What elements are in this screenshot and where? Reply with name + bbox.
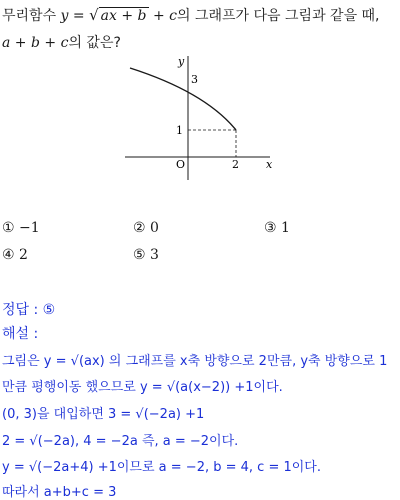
solution-line-1: 그림은 y = √(ax) 의 그래프를 x축 방향으로 2만큼, y축 방향으로 1 (2, 354, 388, 369)
solution-line-3: (0, 3)을 대입하면 3 = √(−2a) +1 (2, 407, 205, 422)
solution-line-4: 2 = √(−2a), 4 = −2a 즉, a = −2이다. (2, 434, 239, 449)
sqrt-expression: √ ax + b (89, 6, 147, 24)
tick-label-2: 2 (232, 158, 239, 171)
explanation-header: 해설 : (2, 326, 39, 342)
question-line-2: a + b + c의 값은? (2, 35, 121, 51)
y-axis-label: y (178, 55, 185, 68)
choice-4[interactable]: ④ 2 (2, 247, 28, 263)
choice-5[interactable]: ⑤ 3 (133, 247, 159, 263)
y-intercept-label: 3 (191, 73, 198, 86)
var-c: c (169, 8, 177, 24)
answer-line: 정답 : ⑤ (2, 302, 56, 318)
choice-3[interactable]: ③ 1 (264, 220, 290, 236)
question-prefix: 무리함수 (2, 8, 61, 24)
choice-2[interactable]: ② 0 (133, 220, 159, 236)
curve (130, 68, 236, 130)
choice-1[interactable]: ① −1 (2, 220, 40, 236)
x-axis-label: x (266, 158, 273, 171)
equation-y: y (60, 8, 69, 24)
plus-c: + (148, 8, 170, 24)
tick-label-1: 1 (176, 124, 183, 137)
sum-expression: a (2, 35, 11, 51)
question-suffix: 의 그래프가 다음 그림과 같을 때, (177, 8, 380, 24)
solution-line-5: y = √(−2a+4) +1이므로 a = −2, b = 4, c = 1이다. (2, 460, 321, 475)
equals-sign: = (68, 8, 90, 24)
solution-line-6: 따라서 a+b+c = 3 (2, 485, 117, 500)
question-line-1 (2, 5, 380, 25)
solution-line-2: 만큼 평행이동 했으므로 y = √(a(x−2)) +1이다. (2, 380, 283, 395)
function-graph (120, 52, 280, 182)
origin-label: O (176, 158, 186, 171)
